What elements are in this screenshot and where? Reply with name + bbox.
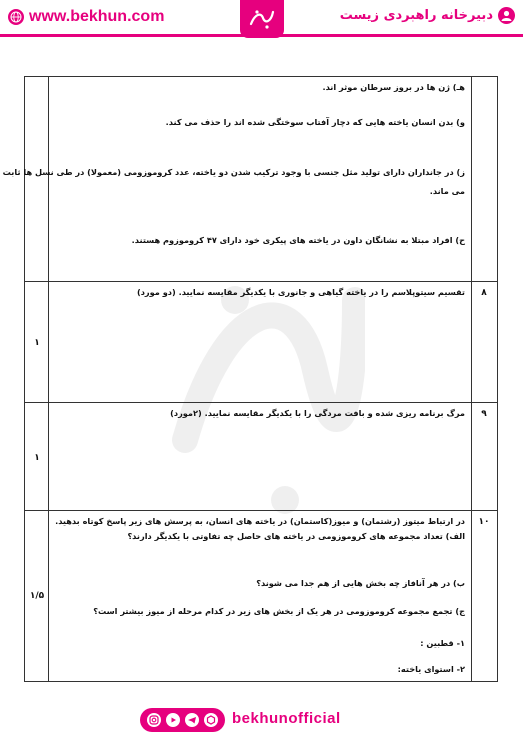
table-row [2,77,497,282]
brand [340,7,515,24]
table-row [25,403,497,511]
table-row [25,282,497,403]
score-cell [25,282,49,402]
statement-vav: و) بدن انسان یاخته هایی که دچار آفتاب سوختگی شده اند را حذف می کند. [165,117,465,127]
site-link[interactable] [8,8,164,26]
bekhun-logo [240,0,284,38]
score-cell [25,77,49,281]
user-icon [498,7,515,24]
sub-item-2: ۲- استوای یاخته: [397,664,465,674]
page-header [0,0,523,38]
sub-question-alef: الف) تعداد مجموعه های کروموزومی در یاخته های حاصل چه تفاوتی با یکدیگر دارند؟ [127,531,465,541]
header-divider [0,34,523,37]
score-value: ۱/۵ [29,591,45,601]
telegram-icon[interactable] [185,713,199,727]
number-cell [471,403,497,510]
globe-icon [8,9,24,25]
sub-question-jim: ج) تجمع مجموعه کروموزومی در هر یک از بخش های زیر در کدام مرحله از میوز بیشتر است؟ [93,606,465,616]
youtube-icon[interactable] [166,713,180,727]
site-url: www.bekhun.com [29,8,165,25]
statement-ze-cont: می ماند. [429,186,465,196]
number-cell [471,282,497,402]
question-number: ۱۰ [478,517,490,527]
social-handle[interactable]: bekhunofficial [232,710,341,727]
page-footer [0,700,523,740]
instagram-icon[interactable] [147,713,161,727]
question-number: ۹ [481,409,487,419]
score-value: ۱ [34,338,40,348]
social-icons [140,708,225,732]
rubika-icon[interactable] [204,713,218,727]
statement-he: هـ) ژن ها در بروز سرطان موثر اند. [322,82,465,92]
number-cell [471,511,497,681]
score-cell [25,403,49,510]
statement-ze: ز) در جانداران دارای تولید مثل جنسی با وجود ترکیب شدن دو یاخته، عدد کروموزومی (معمولا) در طی نسل ها ثابت [2,167,465,177]
statement-he2: ح) افراد مبتلا به نشانگان داون در یاخته های پیکری خود دارای ۴۷ کروموزوم هستند. [131,235,465,245]
question-content [53,511,465,681]
question-text: در ارتباط میتوز (رشتمان) و میوز(کاستمان) در یاخته های انسان، به پرسش های زیر پاسخ کوتاه بدهید. [55,516,465,526]
question-number: ۸ [481,288,487,298]
score-value: ۱ [34,453,40,463]
sub-item-1: ۱- قطبین : [420,638,465,648]
question-content [53,282,465,402]
question-text: تقسیم سیتوپلاسم را در یاخته گیاهی و جانوری با یکدیگر مقایسه نمایید. (دو مورد) [136,287,465,297]
question-text: مرگ برنامه ریزی شده و بافت مردگی را با یکدیگر مقایسه نمایید. (۲مورد) [170,408,465,418]
score-cell [25,511,49,681]
number-cell [471,77,497,281]
question-content [2,77,465,281]
sub-question-be: ب) در هر آنافاز چه بخش هایی از هم جدا می شوند؟ [256,578,465,588]
question-table [2,76,498,682]
question-content [53,403,465,510]
table-row [25,511,497,681]
brand-title: دبیرخانه راهبردی زیست [339,8,493,23]
